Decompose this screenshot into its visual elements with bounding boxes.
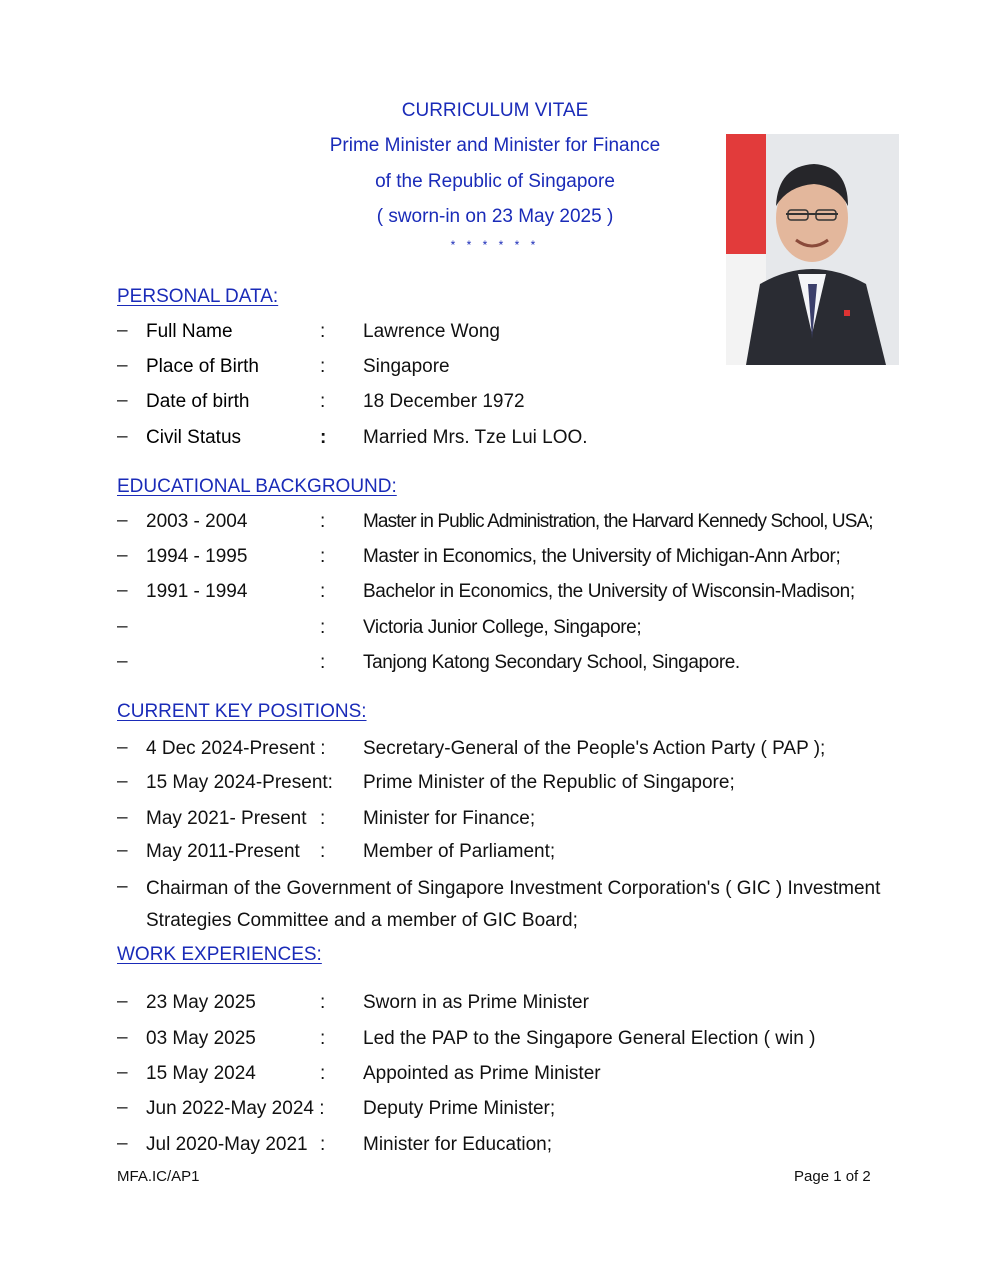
bullet-dash: – <box>117 580 128 601</box>
education-row <box>117 615 897 641</box>
position-row <box>117 839 897 865</box>
row-colon: : <box>320 511 326 532</box>
row-label: Full Name <box>146 321 233 342</box>
work-row <box>117 1061 897 1087</box>
row-colon: : <box>320 546 326 567</box>
row-label: 03 May 2025 <box>146 1028 256 1049</box>
bullet-dash: – <box>117 737 128 758</box>
personal-row <box>117 354 897 380</box>
row-value: Master in Economics, the University of Michigan-Ann Arbor; <box>363 546 841 567</box>
row-value: Member of Parliament; <box>363 841 556 862</box>
bullet-dash: – <box>117 1027 128 1048</box>
bullet-dash: – <box>117 991 128 1012</box>
row-label: Civil Status <box>146 427 242 448</box>
row-value: Appointed as Prime Minister <box>363 1063 601 1084</box>
row-value: Lawrence Wong <box>363 321 500 342</box>
row-label: 2003 - 2004 <box>146 511 248 532</box>
section-heading-key-positions: CURRENT KEY POSITIONS: <box>117 701 367 722</box>
row-value: Tanjong Katong Secondary School, Singapore. <box>363 652 740 673</box>
education-row <box>117 544 897 570</box>
cv-sworn-in-date: ( sworn-in on 23 May 2025 ) <box>376 206 614 227</box>
row-label: 1994 - 1995 <box>146 546 248 567</box>
row-colon: : <box>320 992 326 1013</box>
position-row <box>117 736 897 762</box>
cv-title: CURRICULUM VITAE <box>401 100 589 121</box>
position-row-gic <box>117 873 897 937</box>
row-label: May 2021- Present <box>146 808 307 829</box>
document-reference: MFA.IC/AP1 <box>117 1168 200 1185</box>
section-heading-work-experiences: WORK EXPERIENCES: <box>117 944 322 965</box>
bullet-dash: – <box>117 355 128 376</box>
bullet-dash: – <box>117 807 128 828</box>
title-separator-stars: * * * * * * <box>450 238 540 252</box>
row-colon: : <box>320 1134 326 1155</box>
row-colon: : <box>320 1063 326 1084</box>
row-value: Victoria Junior College, Singapore; <box>363 617 642 638</box>
gic-chairman-text: Chairman of the Government of Singapore Investment Corporation's ( GIC ) Investment Strategies Committee and a member of GIC Board; <box>146 878 881 931</box>
bullet-dash: – <box>117 771 128 792</box>
row-value: Led the PAP to the Singapore General Election ( win ) <box>363 1028 816 1049</box>
row-colon: : <box>320 617 326 638</box>
personal-row <box>117 319 897 345</box>
bullet-dash: – <box>117 510 128 531</box>
row-value: Minister for Finance; <box>363 808 536 829</box>
row-value: Sworn in as Prime Minister <box>363 992 589 1013</box>
row-colon: : <box>320 356 326 377</box>
row-value: Master in Public Administration, the Harvard Kennedy School, USA; <box>363 511 873 532</box>
row-colon: : <box>320 581 326 602</box>
row-label: Jun 2022-May 2024 : <box>146 1098 325 1119</box>
row-label: May 2011-Present <box>146 841 300 862</box>
section-heading-personal-data: PERSONAL DATA: <box>117 286 279 307</box>
row-value: Deputy Prime Minister; <box>363 1098 556 1119</box>
position-row <box>117 806 897 832</box>
education-row <box>117 650 897 676</box>
work-row <box>117 1132 897 1158</box>
cv-subtitle-role: Prime Minister and Minister for Finance <box>329 135 661 156</box>
bullet-dash: – <box>117 1097 128 1118</box>
row-colon: : <box>320 652 326 673</box>
bullet-dash: – <box>117 545 128 566</box>
personal-row <box>117 389 897 415</box>
row-value: Singapore <box>363 356 450 377</box>
row-label: 4 Dec 2024-Present : <box>146 738 326 759</box>
row-value: Minister for Education; <box>363 1134 553 1155</box>
row-colon: : <box>320 391 326 412</box>
row-value: 18 December 1972 <box>363 391 525 412</box>
row-colon: : <box>320 1028 326 1049</box>
section-heading-education: EDUCATIONAL BACKGROUND: <box>117 476 397 497</box>
cv-subtitle-country: of the Republic of Singapore <box>375 171 615 192</box>
bullet-dash: – <box>117 1133 128 1154</box>
row-value: Married Mrs. Tze Lui LOO. <box>363 427 588 448</box>
row-value: Secretary-General of the People's Action Party ( PAP ); <box>363 738 826 759</box>
row-colon: : <box>320 841 326 862</box>
row-label: 15 May 2024 <box>146 1063 256 1084</box>
education-row <box>117 509 897 535</box>
personal-row <box>117 425 897 451</box>
row-colon: : <box>320 427 327 448</box>
work-row <box>117 1026 897 1052</box>
row-label: Date of birth <box>146 391 250 412</box>
row-label: Place of Birth <box>146 356 259 377</box>
bullet-dash: – <box>117 616 128 637</box>
row-label: 1991 - 1994 <box>146 581 248 602</box>
row-label: 15 May 2024-Present: <box>146 772 333 793</box>
bullet-dash: – <box>117 876 128 897</box>
row-colon: : <box>320 321 326 342</box>
work-row <box>117 990 897 1016</box>
row-value: Bachelor in Economics, the University of Wisconsin-Madison; <box>363 581 855 602</box>
bullet-dash: – <box>117 651 128 672</box>
row-label: 23 May 2025 <box>146 992 256 1013</box>
row-colon: : <box>320 808 326 829</box>
education-row <box>117 579 897 605</box>
bullet-dash: – <box>117 426 128 447</box>
row-value: Prime Minister of the Republic of Singapore; <box>363 772 735 793</box>
position-row <box>117 770 897 796</box>
row-label: Jul 2020-May 2021 <box>146 1134 308 1155</box>
work-row <box>117 1096 897 1122</box>
page-number: Page 1 of 2 <box>794 1168 871 1185</box>
bullet-dash: – <box>117 320 128 341</box>
bullet-dash: – <box>117 1062 128 1083</box>
bullet-dash: – <box>117 840 128 861</box>
bullet-dash: – <box>117 390 128 411</box>
